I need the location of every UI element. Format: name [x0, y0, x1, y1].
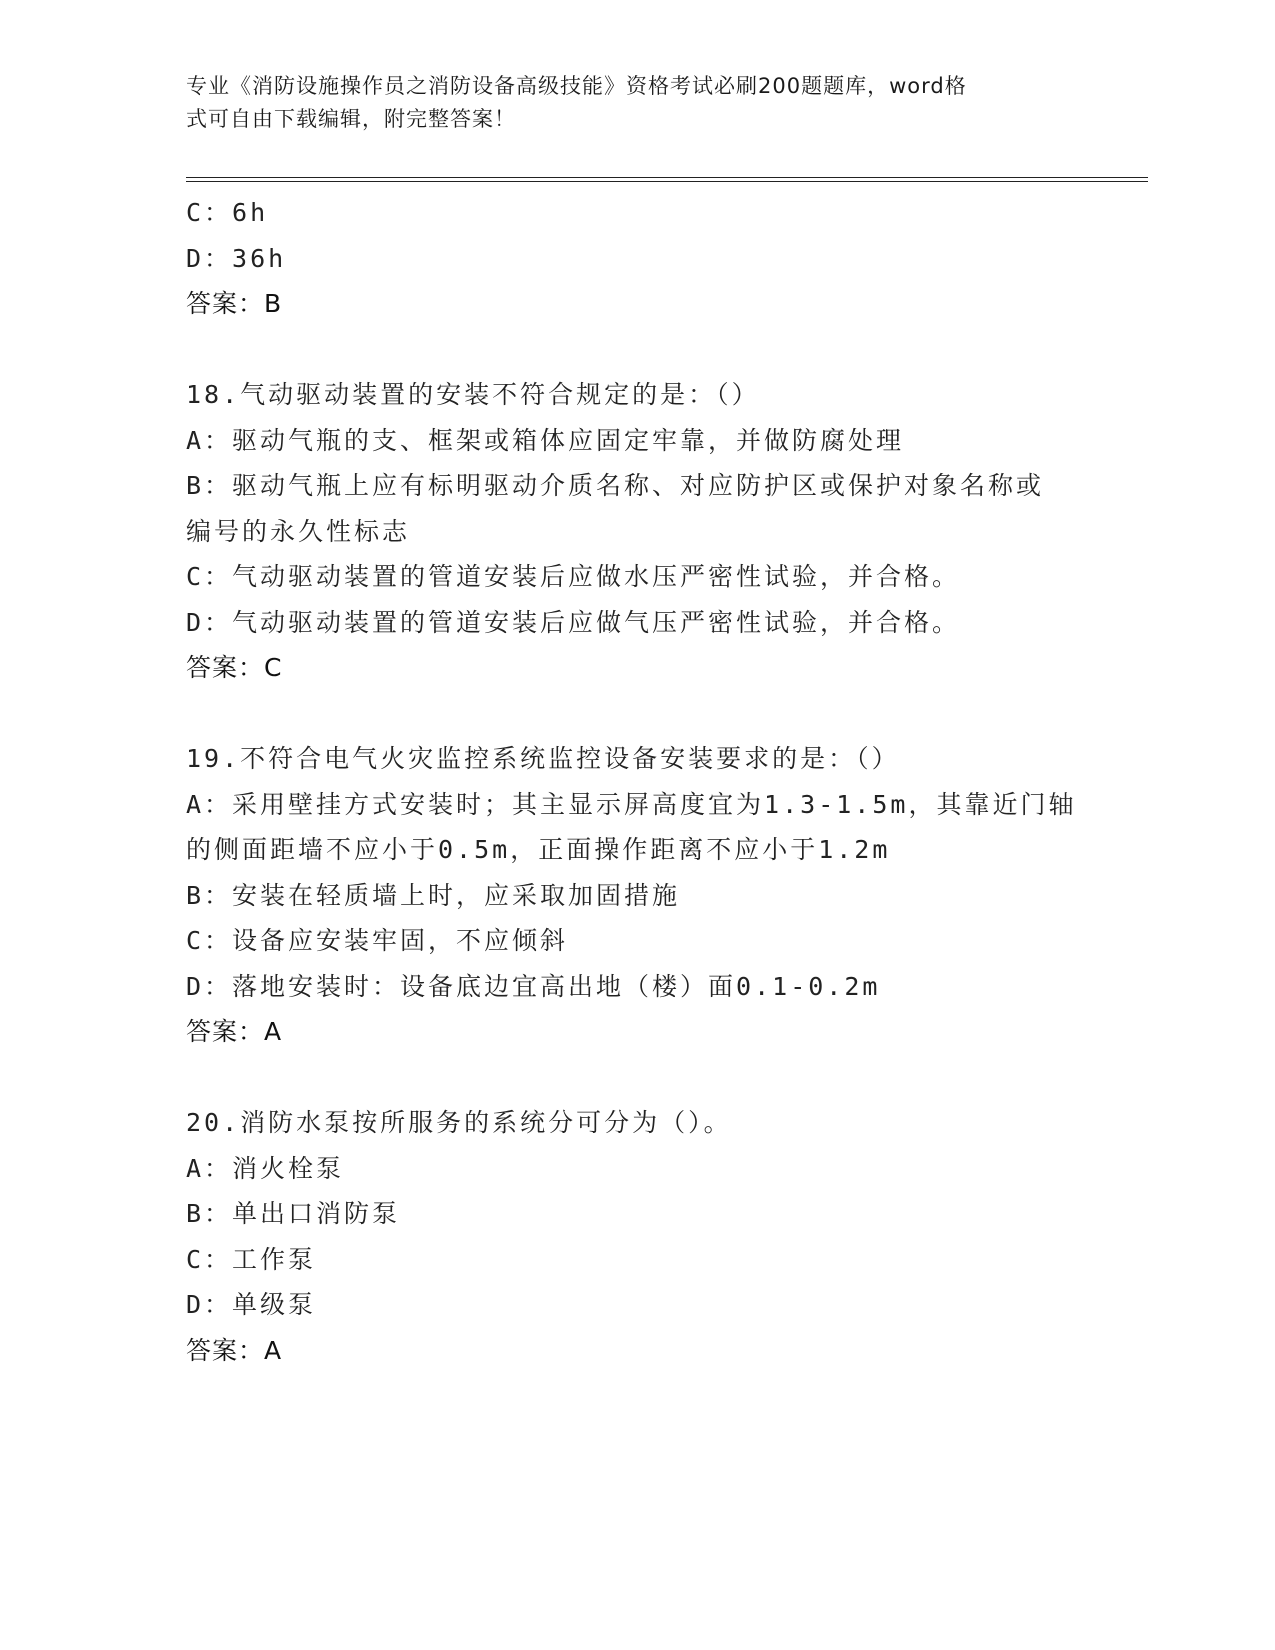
spacer: [186, 691, 1086, 737]
option-c: C：设备应安装牢固，不应倾斜: [186, 926, 569, 955]
option-d: D：气动驱动装置的管道安装后应做气压严密性试验，并合格。: [186, 607, 961, 637]
header-line-1: 专业《消防设施操作员之消防设备高级技能》资格考试必刷200题题库，word格: [186, 74, 967, 98]
header-line-2: 式可自由下载编辑，附完整答案！: [186, 107, 516, 131]
spacer: [186, 327, 1086, 373]
question-stem: 19.不符合电气火灾监控系统监控设备安装要求的是：（）: [186, 744, 900, 773]
option-c: C：6h: [186, 198, 269, 227]
option-b: B：安装在轻质墙上时，应采取加固措施: [186, 880, 681, 910]
answer-line: 答案：A: [186, 1017, 283, 1046]
prev-question-tail: [186, 190, 1086, 327]
answer-line: 答案：A: [186, 1335, 283, 1365]
option-a: A：采用壁挂方式安装时；其主显示屏高度宜为1.3-1.5m，其靠近门轴: [186, 789, 1077, 819]
page-header: [186, 70, 1066, 136]
question-18: [186, 372, 1086, 691]
option-a: A：驱动气瓶的支、框架或箱体应固定牢靠，并做防腐处理: [186, 425, 905, 455]
option-c: C：气动驱动装置的管道安装后应做水压严密性试验，并合格。: [186, 562, 961, 591]
question-stem: 20.消防水泵按所服务的系统分可分为（）。: [186, 1108, 732, 1137]
option-d: D：落地安装时：设备底边宜高出地（楼）面0.1-0.2m: [186, 971, 881, 1001]
header-divider: [186, 177, 1148, 182]
question-20: [186, 1100, 1086, 1373]
answer-line: 答案：B: [186, 289, 283, 318]
option-a: A：消火栓泵: [186, 1153, 345, 1183]
option-d: D：单级泵: [186, 1290, 317, 1319]
option-b: B：单出口消防泵: [186, 1199, 401, 1228]
answer-line: 答案：C: [186, 653, 283, 682]
option-b-continued: 编号的永久性标志: [186, 516, 411, 546]
question-content: [186, 190, 1086, 1373]
option-c: C：工作泵: [186, 1244, 317, 1274]
question-19: [186, 736, 1086, 1055]
option-b: B：驱动气瓶上应有标明驱动介质名称、对应防护区或保护对象名称或: [186, 471, 1045, 500]
option-a-continued: 的侧面距墙不应小于0.5m，正面操作距离不应小于1.2m: [186, 835, 891, 864]
option-d: D：36h: [186, 243, 287, 273]
question-stem: 18.气动驱动装置的安装不符合规定的是：（）: [186, 380, 760, 409]
spacer: [186, 1055, 1086, 1101]
